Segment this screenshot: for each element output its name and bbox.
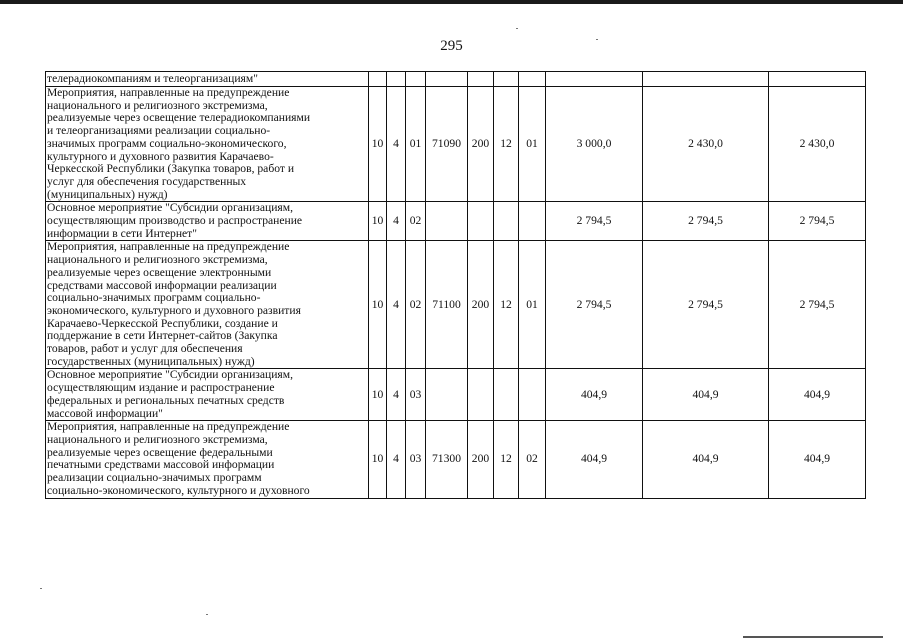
code-subprogram: 03 [406, 421, 426, 498]
amount-year-3: 404,9 [769, 421, 866, 498]
scan-edge-mark [743, 636, 883, 638]
code-direction: 71090 [426, 87, 468, 202]
code-expense-type [468, 72, 494, 87]
code-chapter [494, 369, 519, 421]
code-program: 4 [387, 369, 406, 421]
code-program: 4 [387, 87, 406, 202]
code-expense-type [468, 202, 494, 241]
code-section: 10 [369, 202, 387, 241]
table-row [46, 202, 866, 241]
code-chapter: 12 [494, 241, 519, 369]
code-direction [426, 72, 468, 87]
code-direction: 71100 [426, 241, 468, 369]
scan-speck [596, 39, 598, 40]
row-description: телерадиокомпаниям и телеорганизациям" [46, 72, 369, 87]
row-description: Мероприятия, направленные на предупреждение национального и религиозного экстремизма, реализуемые через освещение электронными средствами массовой информации реализации социально-значимых программ социально- экономического, культурного и духовного развития Карачаево-Черкесской Республики, создание и поддержание в сети Интернет-сайтов (Закупка товаров, работ и услуг для обеспечения государственных (муниципальных) нужд) [46, 241, 369, 369]
code-chapter [494, 202, 519, 241]
code-subsection: 02 [519, 421, 546, 498]
row-description: Мероприятия, направленные на предупреждение национального и религиозного экстремизма, реализуемые через освещение телерадиокомпаниями и телеорганизациями реализации социально- значимых программ социально-экономического, культурного и духовного развития Карачаево- Черкесской Республики (Закупка товаров, работ и услуг для обеспечения государственных (муниципальных) нужд) [46, 87, 369, 202]
amount-year-3 [769, 72, 866, 87]
code-chapter: 12 [494, 421, 519, 498]
amount-year-2: 404,9 [643, 421, 769, 498]
code-subsection [519, 369, 546, 421]
code-expense-type: 200 [468, 87, 494, 202]
amount-year-1: 3 000,0 [546, 87, 643, 202]
amount-year-1: 2 794,5 [546, 202, 643, 241]
code-section: 10 [369, 369, 387, 421]
code-subprogram: 01 [406, 87, 426, 202]
row-description: Мероприятия, направленные на предупреждение национального и религиозного экстремизма, реализуемые через освещение федеральными печатными средствами массовой информации реализации социально-значимых программ социально-экономического, культурного и духовного [46, 421, 369, 498]
code-subprogram: 02 [406, 202, 426, 241]
amount-year-2: 404,9 [643, 369, 769, 421]
amount-year-1: 404,9 [546, 369, 643, 421]
scan-speck [40, 588, 42, 589]
code-subprogram: 02 [406, 241, 426, 369]
code-subprogram [406, 72, 426, 87]
code-chapter [494, 72, 519, 87]
code-subsection [519, 202, 546, 241]
code-subsection [519, 72, 546, 87]
top-border-rule [0, 0, 903, 4]
amount-year-3: 2 430,0 [769, 87, 866, 202]
amount-year-1 [546, 72, 643, 87]
amount-year-3: 2 794,5 [769, 202, 866, 241]
code-program: 4 [387, 241, 406, 369]
code-subsection: 01 [519, 241, 546, 369]
code-subprogram: 03 [406, 369, 426, 421]
amount-year-1: 2 794,5 [546, 241, 643, 369]
code-section [369, 72, 387, 87]
amount-year-3: 2 794,5 [769, 241, 866, 369]
code-direction: 71300 [426, 421, 468, 498]
code-direction [426, 202, 468, 241]
amount-year-2 [643, 72, 769, 87]
amount-year-1: 404,9 [546, 421, 643, 498]
code-section: 10 [369, 241, 387, 369]
code-section: 10 [369, 421, 387, 498]
code-program [387, 72, 406, 87]
amount-year-2: 2 794,5 [643, 202, 769, 241]
code-section: 10 [369, 87, 387, 202]
code-expense-type: 200 [468, 421, 494, 498]
amount-year-3: 404,9 [769, 369, 866, 421]
scan-speck [516, 28, 518, 29]
table-row [46, 241, 866, 369]
amount-year-2: 2 430,0 [643, 87, 769, 202]
code-expense-type [468, 369, 494, 421]
table-row [46, 87, 866, 202]
amount-year-2: 2 794,5 [643, 241, 769, 369]
row-description: Основное мероприятие "Субсидии организациям, осуществляющим издание и распространение федеральных и региональных печатных средств массовой информации" [46, 369, 369, 421]
code-expense-type: 200 [468, 241, 494, 369]
budget-table [45, 71, 866, 499]
scan-speck [206, 614, 208, 615]
table-row [46, 72, 866, 87]
table-row [46, 369, 866, 421]
page-number: 295 [440, 38, 463, 54]
code-chapter: 12 [494, 87, 519, 202]
code-subsection: 01 [519, 87, 546, 202]
code-direction [426, 369, 468, 421]
row-description: Основное мероприятие "Субсидии организациям, осуществляющим производство и распространение информации в сети Интернет" [46, 202, 369, 241]
code-program: 4 [387, 202, 406, 241]
table-row [46, 421, 866, 498]
code-program: 4 [387, 421, 406, 498]
